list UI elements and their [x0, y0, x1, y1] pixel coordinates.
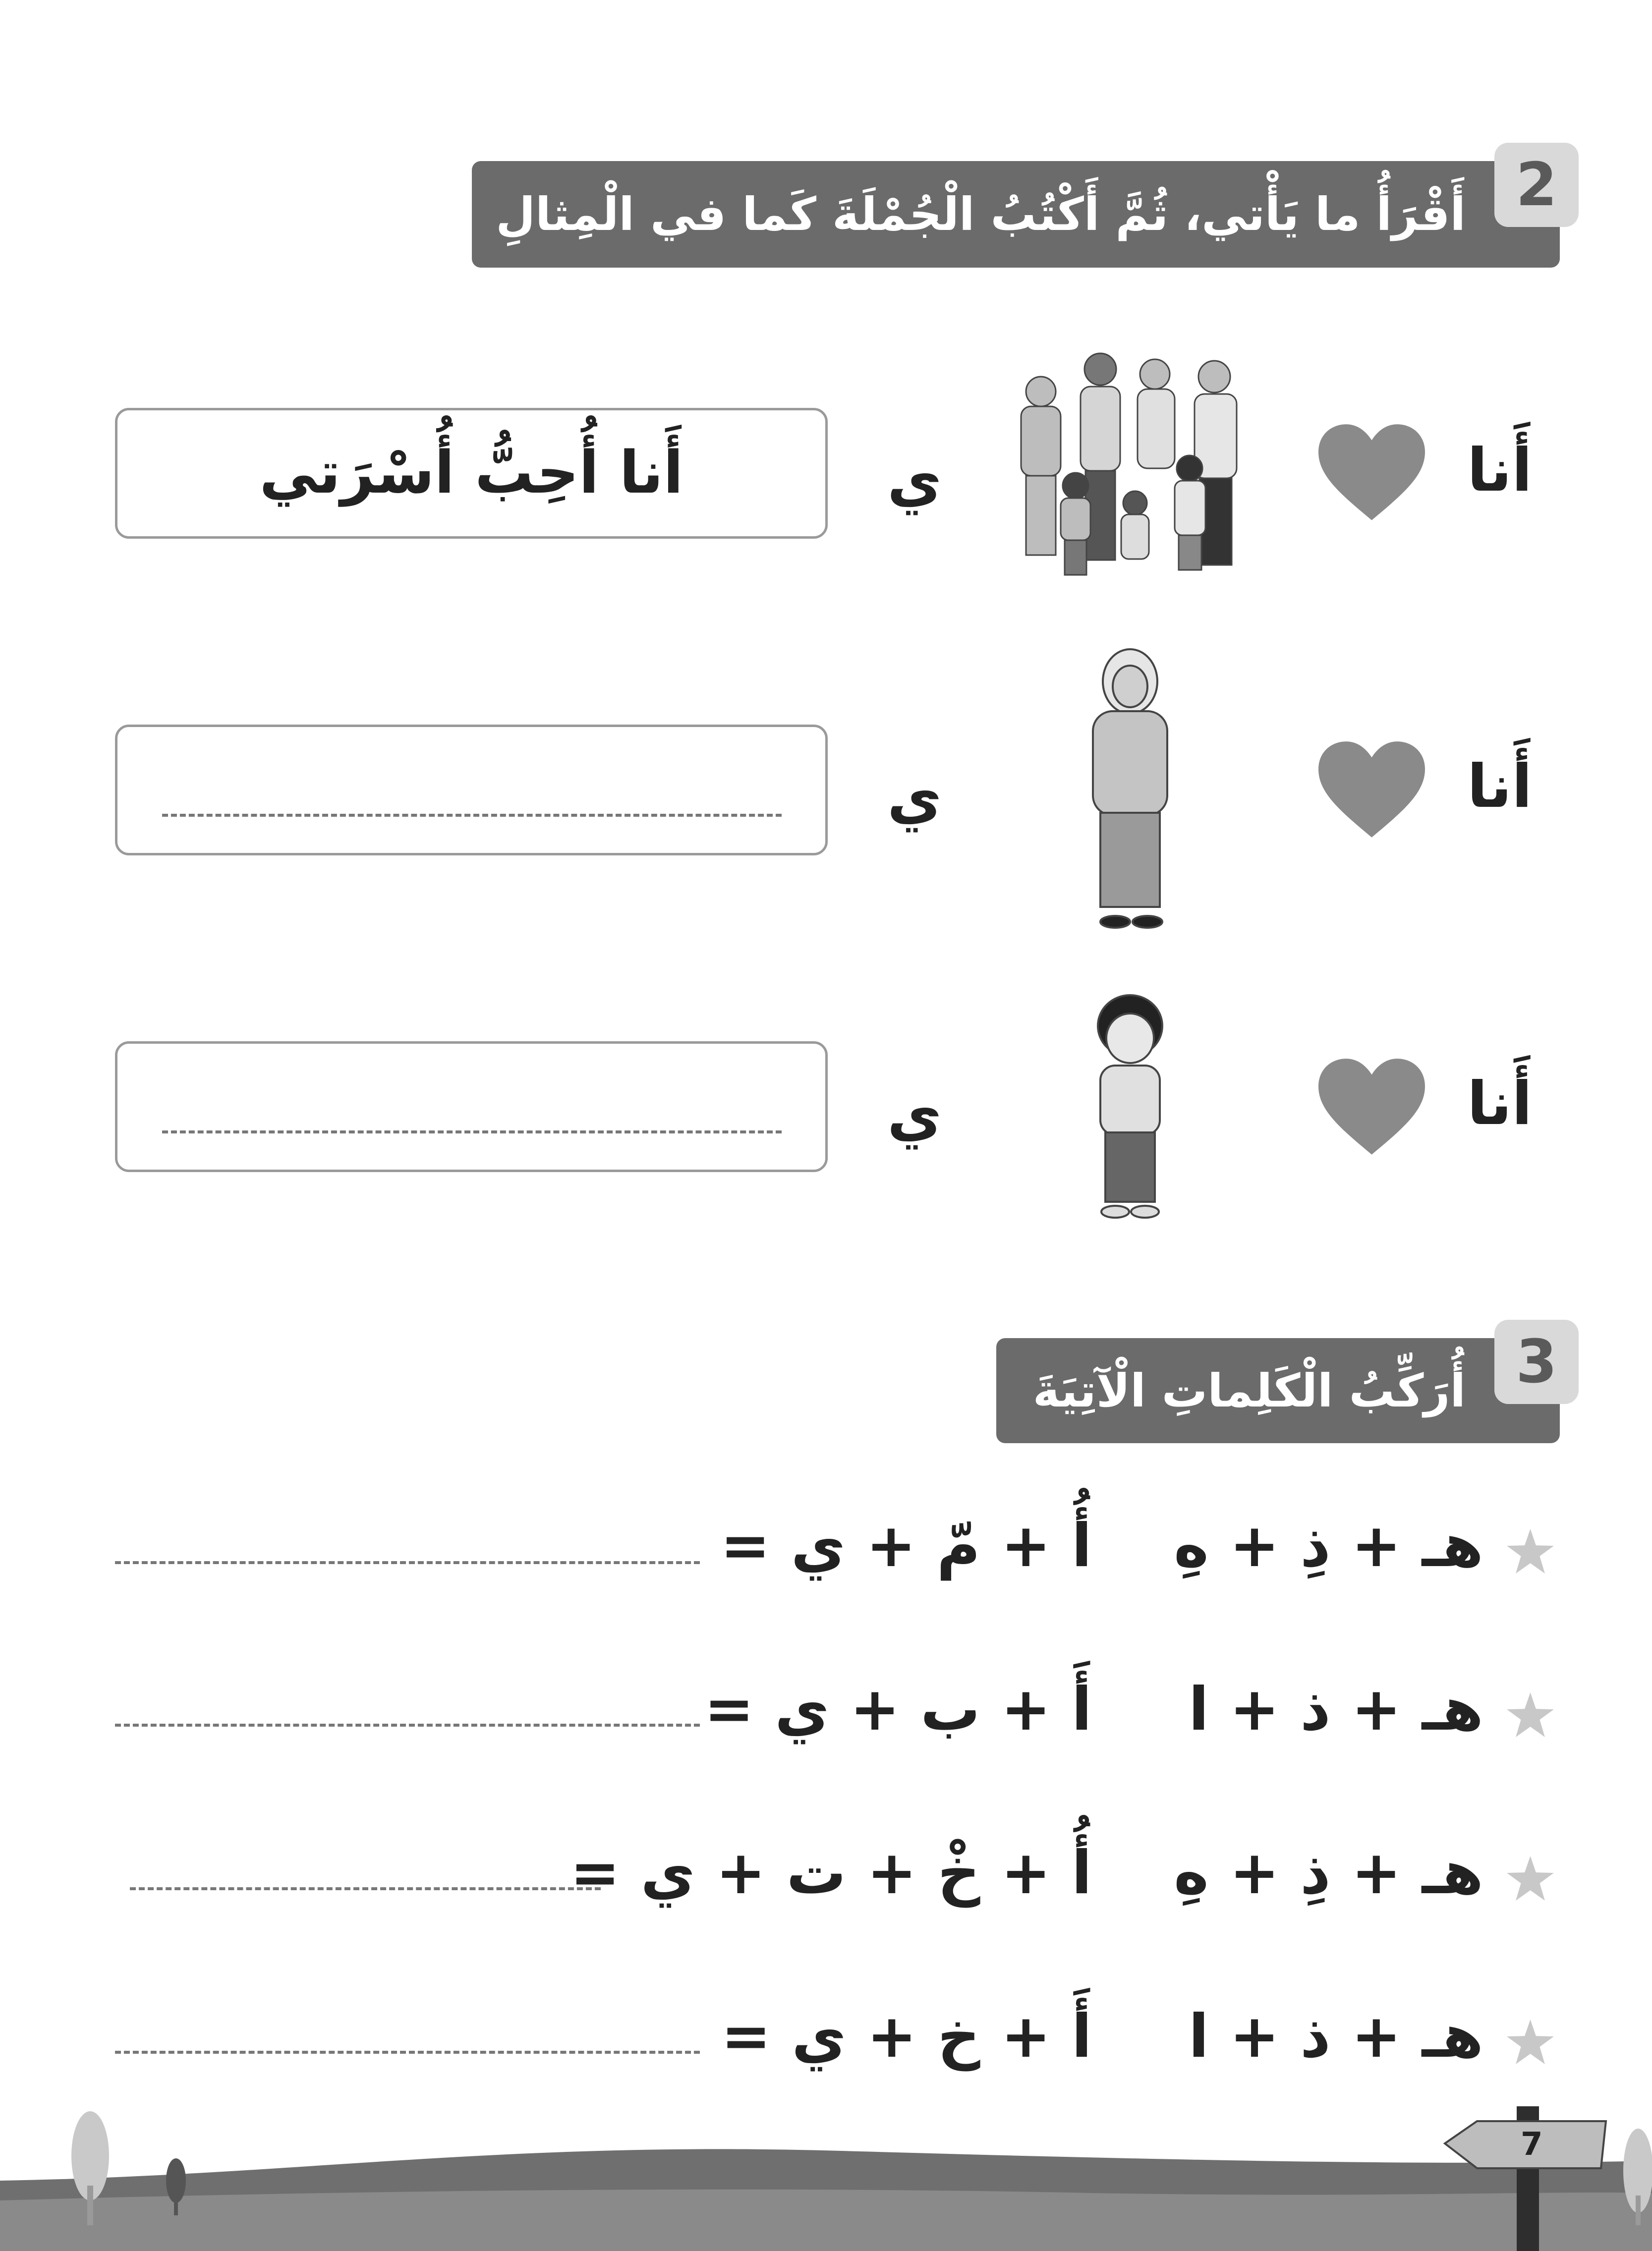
section2-number: 2: [1516, 150, 1557, 220]
row3-answer-box[interactable]: [115, 1041, 828, 1172]
row2-answer-box[interactable]: [115, 725, 828, 855]
compose-row2-answer-line[interactable]: [115, 1724, 700, 1727]
compose-row4-answer-line[interactable]: [115, 2051, 700, 2054]
section2-title: أَقْرَأُ ما يَأْتي، ثُمَّ أَكْتُبُ الْجُمْلَةَ كَما في الْمِثالِ: [496, 188, 1466, 241]
section3-number: 3: [1516, 1327, 1557, 1397]
star-icon: [1507, 1856, 1554, 1901]
section2-number-badge: [1494, 143, 1579, 227]
row1-answer-text: أَنا أُحِبُّ أُسْرَتي: [259, 438, 684, 506]
compose-row4-left: هـ + ذ + ا: [1188, 2002, 1483, 2071]
boy-illustration: [1076, 991, 1185, 1224]
section3-title-bar: [996, 1338, 1560, 1443]
footer-landscape: [0, 2106, 1652, 2251]
compose-row3-right: أُ + خْ + ت + ي =: [570, 1839, 1092, 1908]
heart-icon: [1318, 424, 1425, 523]
row1-ana-word: أَنا: [1467, 436, 1533, 505]
compose-row3-left: هـ + ذِ + هِ: [1174, 1839, 1483, 1908]
compose-row3-answer-line[interactable]: [130, 1887, 601, 1890]
row1-answer-box[interactable]: [115, 408, 828, 539]
section3-title: أُرَكِّبُ الْكَلِماتِ الْآتِيَةَ: [1032, 1364, 1466, 1417]
compose-row2-right: أَ + ب + ي =: [704, 1675, 1092, 1744]
row2-ana-word: أَنا: [1467, 752, 1533, 821]
star-icon: [1507, 1529, 1554, 1574]
compose-row1-left: هـ + ذِ + هِ: [1174, 1512, 1483, 1580]
row3-answer-line: [162, 1130, 782, 1133]
row3-ya-letter: ي: [887, 1080, 942, 1149]
mother-illustration: [1076, 644, 1185, 937]
section3-number-badge: [1494, 1320, 1579, 1404]
row2-answer-line: [162, 814, 782, 817]
heart-icon: [1318, 1058, 1425, 1157]
family-illustration: [996, 342, 1266, 585]
row1-ya-letter: ي: [887, 446, 942, 515]
compose-row1-answer-line[interactable]: [115, 1561, 700, 1564]
page-number: 7: [1521, 2126, 1543, 2163]
row2-ya-letter: ي: [887, 763, 942, 832]
star-icon: [1507, 1692, 1554, 1737]
heart-icon: [1318, 741, 1425, 840]
signpost-icon: [1442, 2101, 1611, 2251]
row3-ana-word: أَنا: [1467, 1069, 1533, 1138]
section2-title-bar: [472, 161, 1560, 268]
compose-row2-left: هـ + ذ + ا: [1188, 1675, 1483, 1744]
compose-row4-right: أَ + خ + ي =: [721, 2002, 1092, 2071]
compose-row1-right: أُ + مّ + ي =: [720, 1512, 1092, 1580]
star-icon: [1507, 2020, 1554, 2064]
